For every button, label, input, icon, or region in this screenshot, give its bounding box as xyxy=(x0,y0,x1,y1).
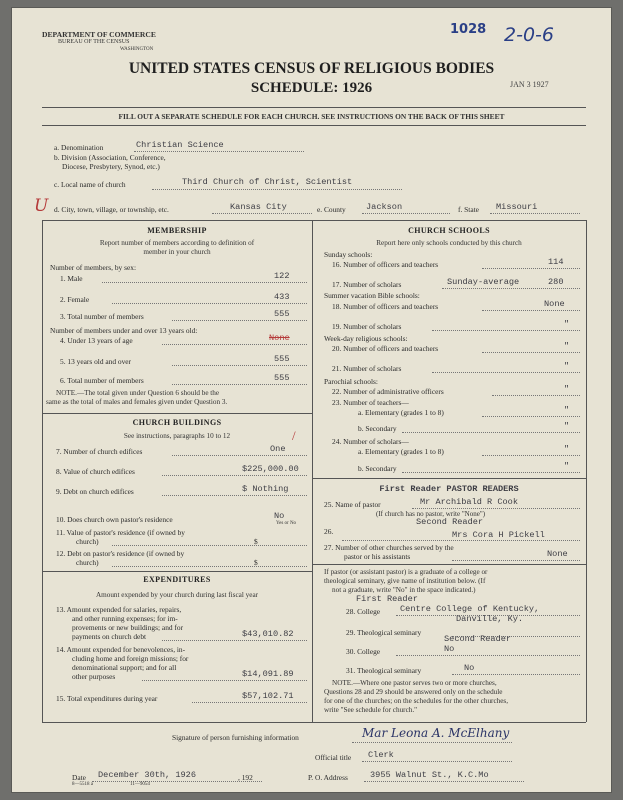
form-title: UNITED STATES CENSUS OF RELIGIOUS BODIES xyxy=(128,60,495,77)
margin-mark: U xyxy=(34,196,49,216)
q12-label-2: church) xyxy=(76,558,99,567)
pastor-note-2: Questions 28 and 29 should be answered only on the schedule xyxy=(324,688,503,696)
q26-value[interactable]: Mrs Cora H Pickell xyxy=(452,530,545,540)
q30-value[interactable]: No xyxy=(444,644,455,654)
q24a-label: a. Elementary (grades 1 to 8) xyxy=(358,447,444,456)
q14-label-2: cluding home and foreign missions; for xyxy=(72,654,189,663)
q13-value[interactable]: $43,010.82 xyxy=(242,629,294,639)
q1-value[interactable]: 122 xyxy=(274,271,290,281)
q8-value[interactable]: $225,000.00 xyxy=(242,464,299,474)
division-label: b. Division (Association, Conference, xyxy=(54,153,166,162)
schools-heading: CHURCH SCHOOLS xyxy=(408,226,490,235)
census-schedule-sheet xyxy=(12,8,611,792)
q11-value[interactable]: $ xyxy=(254,537,258,546)
q18-value[interactable]: None xyxy=(544,299,565,309)
parochial-schools-label: Parochial schools: xyxy=(324,377,378,386)
membership-heading: MEMBERSHIP xyxy=(147,226,207,235)
q5-value[interactable]: 555 xyxy=(274,354,290,364)
members-by-sex-label: Number of members, by sex: xyxy=(50,263,136,272)
q9-value[interactable]: $ Nothing xyxy=(242,484,289,494)
membership-note: NOTE.—The total given under Question 6 should be the xyxy=(56,389,220,397)
q6-value[interactable]: 555 xyxy=(274,373,290,383)
q13-label-2: and other running expenses; for im- xyxy=(72,614,178,623)
weekday-schools-label: Week-day religious schools: xyxy=(324,334,408,343)
q25-value[interactable]: Mr Archibald R Cook xyxy=(420,497,518,507)
q13-label-3: provements or new buildings; and for xyxy=(72,623,184,632)
membership-note-2: same as the total of males and females given under Question 3. xyxy=(46,398,228,406)
education-note-2: theological seminary, give name of institution below. (If xyxy=(324,577,486,585)
q5-label: 5. 13 years old and over xyxy=(60,357,132,366)
q14-label-3: denominational support; and for all xyxy=(72,663,177,672)
q15-value[interactable]: $57,102.71 xyxy=(242,691,294,701)
date-suffix: , 192 xyxy=(238,773,253,782)
state-label: f. State xyxy=(458,205,479,214)
membership-intro: Report number of members according to definition of xyxy=(99,239,255,247)
q13-label-4: payments on church debt xyxy=(72,632,147,641)
q28-value-2[interactable]: Danville, Ky. xyxy=(456,614,524,624)
q14-value[interactable]: $14,091.89 xyxy=(242,669,294,679)
denomination-value[interactable]: Christian Science xyxy=(136,140,224,150)
q20-label: 20. Number of officers and teachers xyxy=(332,344,439,353)
q24b-value[interactable]: " xyxy=(564,461,570,471)
q23a-label: a. Elementary (grades 1 to 8) xyxy=(358,408,444,417)
pastor-note-3: for one of the churches; on the schedules for the other churches, xyxy=(324,697,509,705)
q13-label: 13. Amount expended for salaries, repairs, xyxy=(56,605,182,614)
q23a-value[interactable]: " xyxy=(564,405,570,415)
q22-label: 22. Number of administrative officers xyxy=(332,387,444,396)
q7-label: 7. Number of church edifices xyxy=(56,447,143,456)
print-number: 11—9054 xyxy=(130,782,150,787)
handwritten-code: 2-0-6 xyxy=(504,24,554,46)
q18-label: 18. Number of officers and teachers xyxy=(332,302,439,311)
q8-label: 8. Value of church edifices xyxy=(56,467,135,476)
stamp-number: 1028 xyxy=(450,22,487,37)
q29-label: 29. Theological seminary xyxy=(346,628,422,637)
expenditures-heading: EXPENDITURES xyxy=(143,575,211,584)
q10-value[interactable]: No xyxy=(274,511,285,521)
membership-intro-2: member in your church xyxy=(143,248,211,256)
city-label-field: d. City, town, village, or township, etc. xyxy=(54,205,169,214)
q19-value[interactable]: " xyxy=(564,319,570,329)
q16-label: 16. Number of officers and teachers xyxy=(332,260,439,269)
division-label-2: Diocese, Presbytery, Synod, etc.) xyxy=(62,162,160,171)
second-reader-label: Second Reader xyxy=(444,634,512,644)
q27-label-2: pastor or his assistants xyxy=(344,552,411,561)
q17-label: 17. Number of scholars xyxy=(332,280,402,289)
pastor-heading: First Reader PASTOR READERS xyxy=(379,484,519,494)
q26-heading: Second Reader xyxy=(416,517,484,527)
red-check-mark: / xyxy=(292,428,296,443)
county-value[interactable]: Jackson xyxy=(366,202,403,212)
q19-label: 19. Number of scholars xyxy=(332,322,402,331)
q2-label: 2. Female xyxy=(60,295,90,304)
q14-label: 14. Amount expended for benevolences, in- xyxy=(56,645,186,654)
q9-label: 9. Debt on church edifices xyxy=(56,487,134,496)
q11-label: 11. Value of pastor's residence (if owned by xyxy=(56,528,185,537)
form-number: 8—5518 a xyxy=(72,782,93,787)
q4-value[interactable]: None xyxy=(269,333,290,343)
q30-label: 30. College xyxy=(346,647,381,656)
city-value[interactable]: Kansas City xyxy=(230,202,287,212)
pastor-note-4: write "See schedule for church." xyxy=(324,706,418,714)
q22-value[interactable]: " xyxy=(564,384,570,394)
q31-label: 31. Theological seminary xyxy=(346,666,422,675)
q3-label: 3. Total number of members xyxy=(60,312,144,321)
q27-value[interactable]: None xyxy=(547,549,568,559)
q23-label: 23. Number of teachers— xyxy=(332,398,409,407)
q24a-value[interactable]: " xyxy=(564,444,570,454)
q23b-label: b. Secondary xyxy=(358,424,397,433)
bureau-label: BUREAU OF THE CENSUS xyxy=(58,39,130,45)
q31-value[interactable]: No xyxy=(464,663,475,673)
q17-value[interactable]: 280 xyxy=(548,277,564,287)
q7-value[interactable]: One xyxy=(270,444,286,454)
q21-value[interactable]: " xyxy=(564,361,570,371)
q25-label: 25. Name of pastor xyxy=(324,500,381,509)
q25-note: (If church has no pastor, write "None") xyxy=(376,510,486,518)
q12-label: 12. Debt on pastor's residence (if owned by xyxy=(56,549,185,558)
po-address-value[interactable]: 3955 Walnut St., K.C.Mo xyxy=(370,770,489,780)
pastor-note: NOTE.—Where one pastor serves two or more churches, xyxy=(332,679,497,687)
expenditures-intro: Amount expended by your church during last fiscal year xyxy=(95,591,259,599)
q28-label: 28. College xyxy=(346,607,381,616)
q21-label: 21. Number of scholars xyxy=(332,364,402,373)
date-label: Date xyxy=(72,773,86,782)
q10-label: 10. Does church own pastor's residence xyxy=(56,515,173,524)
education-note-3: not a graduate, write "No" in the space indicated.) xyxy=(332,586,476,594)
sunday-schools-label: Sunday schools: xyxy=(324,250,373,259)
q15-label: 15. Total expenditures during year xyxy=(56,694,158,703)
signature-label: Signature of person furnishing information xyxy=(172,733,299,742)
po-address-label: P. O. Address xyxy=(308,773,348,782)
department-label: DEPARTMENT OF COMMERCE xyxy=(42,30,156,39)
q20-value[interactable]: " xyxy=(564,341,570,351)
schedule-title: SCHEDULE: 1926 xyxy=(250,80,373,96)
q6-label: 6. Total number of members xyxy=(60,376,144,385)
state-value[interactable]: Missouri xyxy=(496,202,538,212)
education-note: If pastor (or assistant pastor) is a graduate of a college or xyxy=(324,568,488,576)
q17-note[interactable]: Sunday-average xyxy=(447,277,520,287)
first-reader-label: First Reader xyxy=(356,594,418,604)
local-name-value[interactable]: Third Church of Christ, Scientist xyxy=(182,177,353,187)
q27-label: 27. Number of other churches served by the xyxy=(324,543,454,552)
official-title-label: Official title xyxy=(315,753,352,762)
city-label: WASHINGTON xyxy=(120,47,154,52)
denomination-label: a. Denomination xyxy=(54,143,104,152)
instruction-banner: FILL OUT A SEPARATE SCHEDULE FOR EACH CHURCH. SEE INSTRUCTIONS ON THE BACK OF THIS SHEET xyxy=(118,112,505,121)
q26-label: 26. xyxy=(324,527,334,536)
q28-value[interactable]: Centre College of Kentucky, xyxy=(400,604,540,614)
summer-schools-label: Summer vacation Bible schools: xyxy=(324,291,420,300)
q24b-label: b. Secondary xyxy=(358,464,397,473)
q10-hint: Yes or No xyxy=(276,521,297,526)
q4-label: 4. Under 13 years of age xyxy=(60,336,133,345)
signature-value[interactable]: Mar Leona A. McElhany xyxy=(362,726,510,740)
date-value[interactable]: December 30th, 1926 xyxy=(98,770,196,780)
q23b-value[interactable]: " xyxy=(564,421,570,431)
q16-value[interactable]: 114 xyxy=(548,257,564,267)
members-by-age-label: Number of members under and over 13 years old: xyxy=(50,326,198,335)
buildings-intro: See instructions, paragraphs 10 to 12 xyxy=(123,432,231,440)
q24-label: 24. Number of scholars— xyxy=(332,437,409,446)
q14-label-4: other purposes xyxy=(72,672,116,681)
q1-label: 1. Male xyxy=(60,274,83,283)
q3-value[interactable]: 555 xyxy=(274,309,290,319)
q11-label-2: church) xyxy=(76,537,99,546)
schools-intro: Report here only schools conducted by this church xyxy=(376,239,522,247)
local-name-label: c. Local name of church xyxy=(54,180,126,189)
buildings-heading: CHURCH BUILDINGS xyxy=(132,418,222,427)
county-label: e. County xyxy=(317,205,346,214)
q12-value[interactable]: $ xyxy=(254,558,258,567)
official-title-value[interactable]: Clerk xyxy=(368,750,394,760)
received-date-stamp: JAN 3 1927 xyxy=(510,80,549,89)
q2-value[interactable]: 433 xyxy=(274,292,290,302)
